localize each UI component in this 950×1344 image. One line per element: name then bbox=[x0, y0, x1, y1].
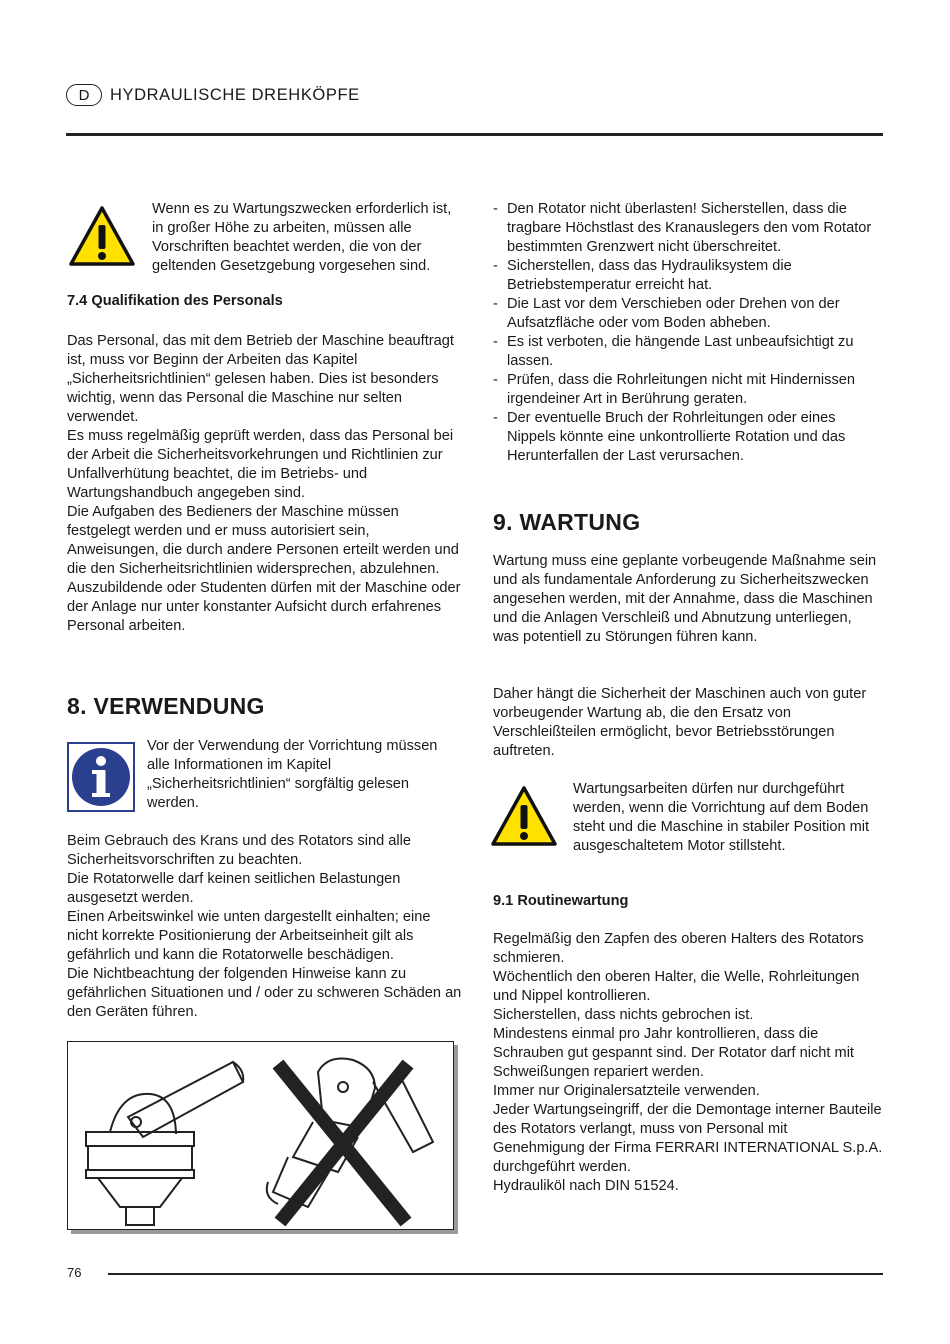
paragraph: Das Personal, das mit dem Betrieb der Maschine beauftragt ist, muss vor Beginn der Arbeiten das Kapitel „Sicherheitsrichtlinien“ gelesen haben. Dies ist besonders wichtig, wenn das Personal die Maschine nur selten verwendet. bbox=[67, 333, 454, 425]
paragraph: Regelmäßig den Zapfen des oberen Halters des Rotators schmieren. bbox=[493, 931, 864, 966]
paragraph: Wartung muss eine geplante vorbeugende Maßnahme sein und als fundamentale Anforderung zu Sicherheitszwecken angesehen werden, mit der Annahme, dass die Maschinen und die Anlagen Verschleiß und Abnutzung unterliegen, was potentiell zu Störungen führen kann. bbox=[493, 553, 877, 645]
paragraph: Beim Gebrauch des Krans und des Rotators sind alle Sicherheitsvorschriften zu beachten. bbox=[67, 833, 411, 868]
paragraph: Die Rotatorwelle darf keinen seitlichen Belastungen ausgesetzt werden. bbox=[67, 871, 401, 906]
warning-triangle-icon bbox=[490, 785, 558, 847]
page-number: 76 bbox=[67, 1265, 82, 1280]
info-icon bbox=[67, 742, 135, 812]
paragraph: Die Nichtbeachtung der folgenden Hinweise kann zu gefährlichen Situationen und / oder zu schweren Schäden an den Geräten führen. bbox=[67, 966, 462, 1020]
info-note: Vor der Verwendung der Vorrichtung müssen alle Informationen im Kapitel „Sicherheitsrichtlinien“ sorgfältig gelesen werden. bbox=[147, 738, 438, 811]
rotator-angle-illustration bbox=[67, 1041, 454, 1230]
page-header bbox=[66, 84, 360, 106]
language-badge: D bbox=[66, 84, 102, 106]
header-title: HYDRAULISCHE DREHKÖPFE bbox=[110, 85, 360, 104]
paragraph: Mindestens einmal pro Jahr kontrollieren, dass die Schrauben gut gespannt sind. Der Rotator darf nicht mit Schweißungen repariert werden. bbox=[493, 1026, 854, 1080]
routine-body bbox=[493, 930, 883, 1196]
qualification-body bbox=[67, 332, 463, 636]
section-title-routine: 9.1 Routinewartung bbox=[493, 893, 629, 909]
section-title-usage: 8. VERWENDUNG bbox=[67, 693, 265, 719]
paragraph: Wöchentlich den oberen Halter, die Welle, Rohrleitungen und Nippel kontrollieren. bbox=[493, 969, 860, 1004]
header-rule bbox=[66, 133, 883, 136]
rotator-drawing bbox=[68, 1042, 453, 1229]
list-item: - Sicherstellen, dass das Hydrauliksystem die Betriebstemperatur erreicht hat. bbox=[493, 257, 887, 295]
list-item: - Den Rotator nicht überlasten! Sicherstellen, dass die tragbare Höchstlast des Kranauslegers den vom Rotator bestimmten Grenzwert nicht überschreitet. bbox=[493, 200, 887, 257]
paragraph: Hydrauliköl nach DIN 51524. bbox=[493, 1178, 679, 1194]
section-title-qualification: 7.4 Qualifikation des Personals bbox=[67, 293, 283, 309]
list-item: - Der eventuelle Bruch der Rohrleitungen oder eines Nippels könnte eine unkontrollierte Rotation und das Herunterfallen der Last verursachen. bbox=[493, 409, 887, 466]
paragraph: Daher hängt die Sicherheit der Maschinen auch von guter vorbeugender Wartung ab, die den Ersatz von Verschleißteilen ermöglicht, bevor Betriebsstörungen auftreten. bbox=[493, 686, 867, 759]
paragraph: Auszubildende oder Studenten dürfen mit der Maschine oder der Anlage nur unter konstanter Aufsicht durch erfahrenes Personal arbeiten. bbox=[67, 580, 461, 634]
list-item: - Es ist verboten, die hängende Last unbeaufsichtigt zu lassen. bbox=[493, 333, 887, 371]
paragraph: Sicherstellen, dass nichts gebrochen ist. bbox=[493, 1007, 754, 1023]
footer-rule bbox=[108, 1273, 883, 1275]
section-title-maintenance: 9. WARTUNG bbox=[493, 509, 641, 535]
paragraph: Es muss regelmäßig geprüft werden, dass das Personal bei der Arbeit die Sicherheitsvorkehrungen und Richtlinien zur Unfallverhütung beachtet, die im Betriebs- und Wartungshandbuch angegeben sind. bbox=[67, 428, 454, 501]
list-item: - Die Last vor dem Verschieben oder Drehen von der Aufsatzfläche oder vom Boden abheben. bbox=[493, 295, 887, 333]
paragraph: Die Aufgaben des Bedieners der Maschine müssen festgelegt werden und er muss autorisiert sein, Anweisungen, die durch andere Personen erteilt werden und die den Sicherheitsrichtlinien widersprechen, abzulehnen. bbox=[67, 504, 459, 577]
warning-note: Wenn es zu Wartungszwecken erforderlich ist, in großer Höhe zu arbeiten, müssen alle Vorschriften beachtet werden, die von der geltenden Gesetzgebung vorgesehen sind. bbox=[152, 201, 452, 274]
warning-triangle-icon bbox=[68, 205, 136, 267]
list-item: - Prüfen, dass die Rohrleitungen nicht mit Hindernissen irgendeiner Art in Berührung geraten. bbox=[493, 371, 887, 409]
paragraph: Jeder Wartungseingriff, der die Demontage interner Bauteile des Rotators verlangt, muss von Personal mit Genehmigung der Firma FERRARI INTERNATIONAL S.p.A. durchgeführt werden. bbox=[493, 1102, 883, 1175]
usage-rules-list bbox=[493, 200, 887, 466]
paragraph: Einen Arbeitswinkel wie unten dargestellt einhalten; eine nicht korrekte Positionierung der Arbeitseinheit gilt als gefährlich und kann die Rotatorwelle beschädigen. bbox=[67, 909, 431, 963]
usage-body bbox=[67, 832, 463, 1022]
warning-note: Wartungsarbeiten dürfen nur durchgeführt werden, wenn die Vorrichtung auf dem Boden steht und die Maschine in stabiler Position mit ausgeschaltetem Motor stillsteht. bbox=[573, 781, 870, 854]
paragraph: Immer nur Originalersatzteile verwenden. bbox=[493, 1083, 760, 1099]
